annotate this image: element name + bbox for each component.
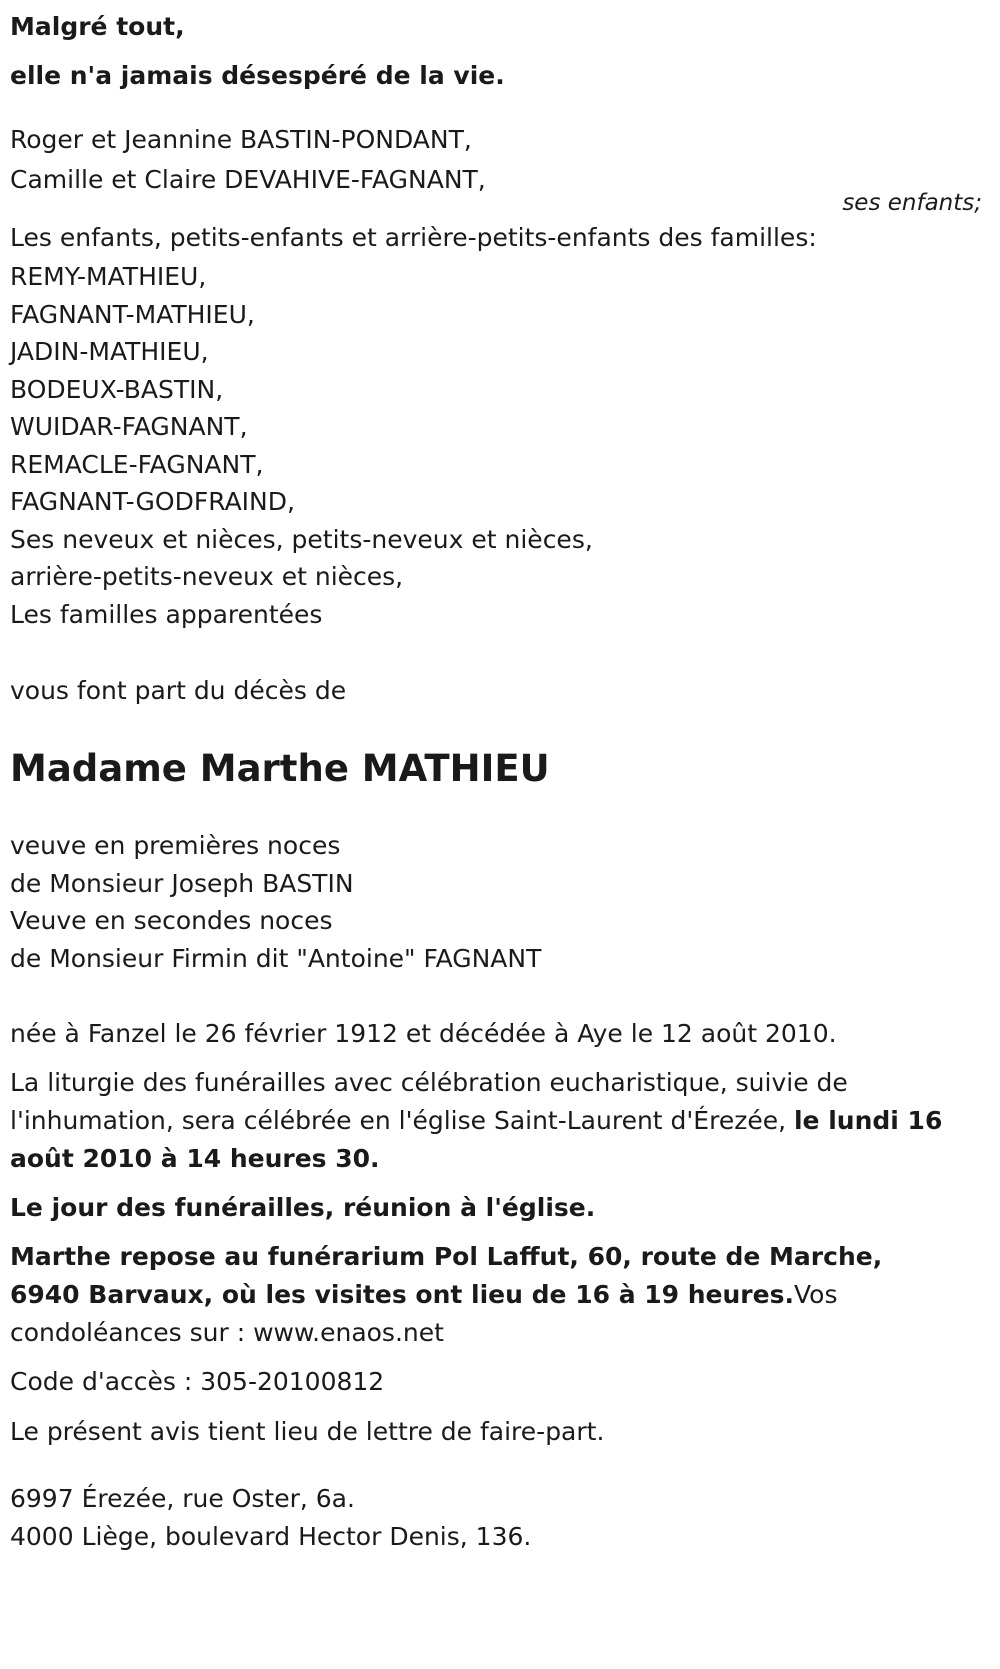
funeral-home-paragraph [10, 1238, 960, 1352]
family-name: REMACLE-FAGNANT, [10, 449, 264, 479]
access-code: Code d'accès : 305-20100812 [10, 1367, 385, 1396]
widow-line-2: de Monsieur Joseph BASTIN [10, 868, 354, 898]
family-name: BODEUX-BASTIN, [10, 374, 224, 404]
family-name: FAGNANT-GODFRAIND, [10, 487, 295, 516]
address-line: 6997 Érezée, rue Oster, 6a. [10, 1484, 355, 1513]
family-name: REMY-MATHIEU, [10, 262, 207, 291]
family-name: FAGNANT-MATHIEU, [10, 299, 255, 329]
family-list [10, 258, 990, 521]
liturgy-paragraph [10, 1064, 950, 1178]
condolences-text: Vos condoléances sur : www.enaos.net [10, 1280, 838, 1347]
family-name: WUIDAR-FAGNANT, [10, 412, 248, 441]
children-label: ses enfants; [842, 190, 982, 216]
widow-line-1: veuve en premières noces [10, 831, 341, 860]
epigraph-line-1: Malgré tout, [10, 12, 185, 41]
families-intro: Les enfants, petits-enfants et arrière-petits-enfants des familles: [10, 223, 817, 252]
liturgy-date: le lundi 16 août 2010 à 14 heures 30. [10, 1106, 943, 1173]
liturgy-text: La liturgie des funérailles avec célébration eucharistique, suivie de l'inhumation, sera célébrée en l'église Saint-Laurent d'Érezée, [10, 1068, 848, 1135]
meeting-note: Le jour des funérailles, réunion à l'église. [10, 1193, 596, 1222]
address-line: 4000 Liège, boulevard Hector Denis, 136. [10, 1522, 532, 1551]
children-line-2: Camille et Claire DEVAHIVE-FAGNANT, [10, 165, 486, 194]
widow-line-4: de Monsieur Firmin dit "Antoine" FAGNANT [10, 943, 542, 973]
family-name: JADIN-MATHIEU, [10, 337, 209, 366]
notice-text: Le présent avis tient lieu de lettre de faire-part. [10, 1417, 605, 1446]
children-line-1: Roger et Jeannine BASTIN-PONDANT, [10, 125, 472, 154]
epigraph-line-2: elle n'a jamais désespéré de la vie. [10, 61, 505, 90]
widow-line-3: Veuve en secondes noces [10, 906, 333, 935]
funeral-home-info: Marthe repose au funérarium Pol Laffut, 60, route de Marche, 6940 Barvaux, où les visites ont lieu de 16 à 19 heures. [10, 1242, 883, 1309]
obituary-notice [10, 0, 990, 1556]
deceased-name: Madame Marthe MATHIEU [10, 747, 550, 790]
nephews-line-1: Ses neveux et nièces, petits-neveux et nièces, [10, 524, 593, 554]
related-families: Les familles apparentées [10, 599, 323, 629]
announcement: vous font part du décès de [10, 676, 347, 705]
birth-death: née à Fanzel le 26 février 1912 et décédée à Aye le 12 août 2010. [10, 1019, 837, 1048]
nephews-line-2: arrière-petits-neveux et nièces, [10, 562, 404, 591]
